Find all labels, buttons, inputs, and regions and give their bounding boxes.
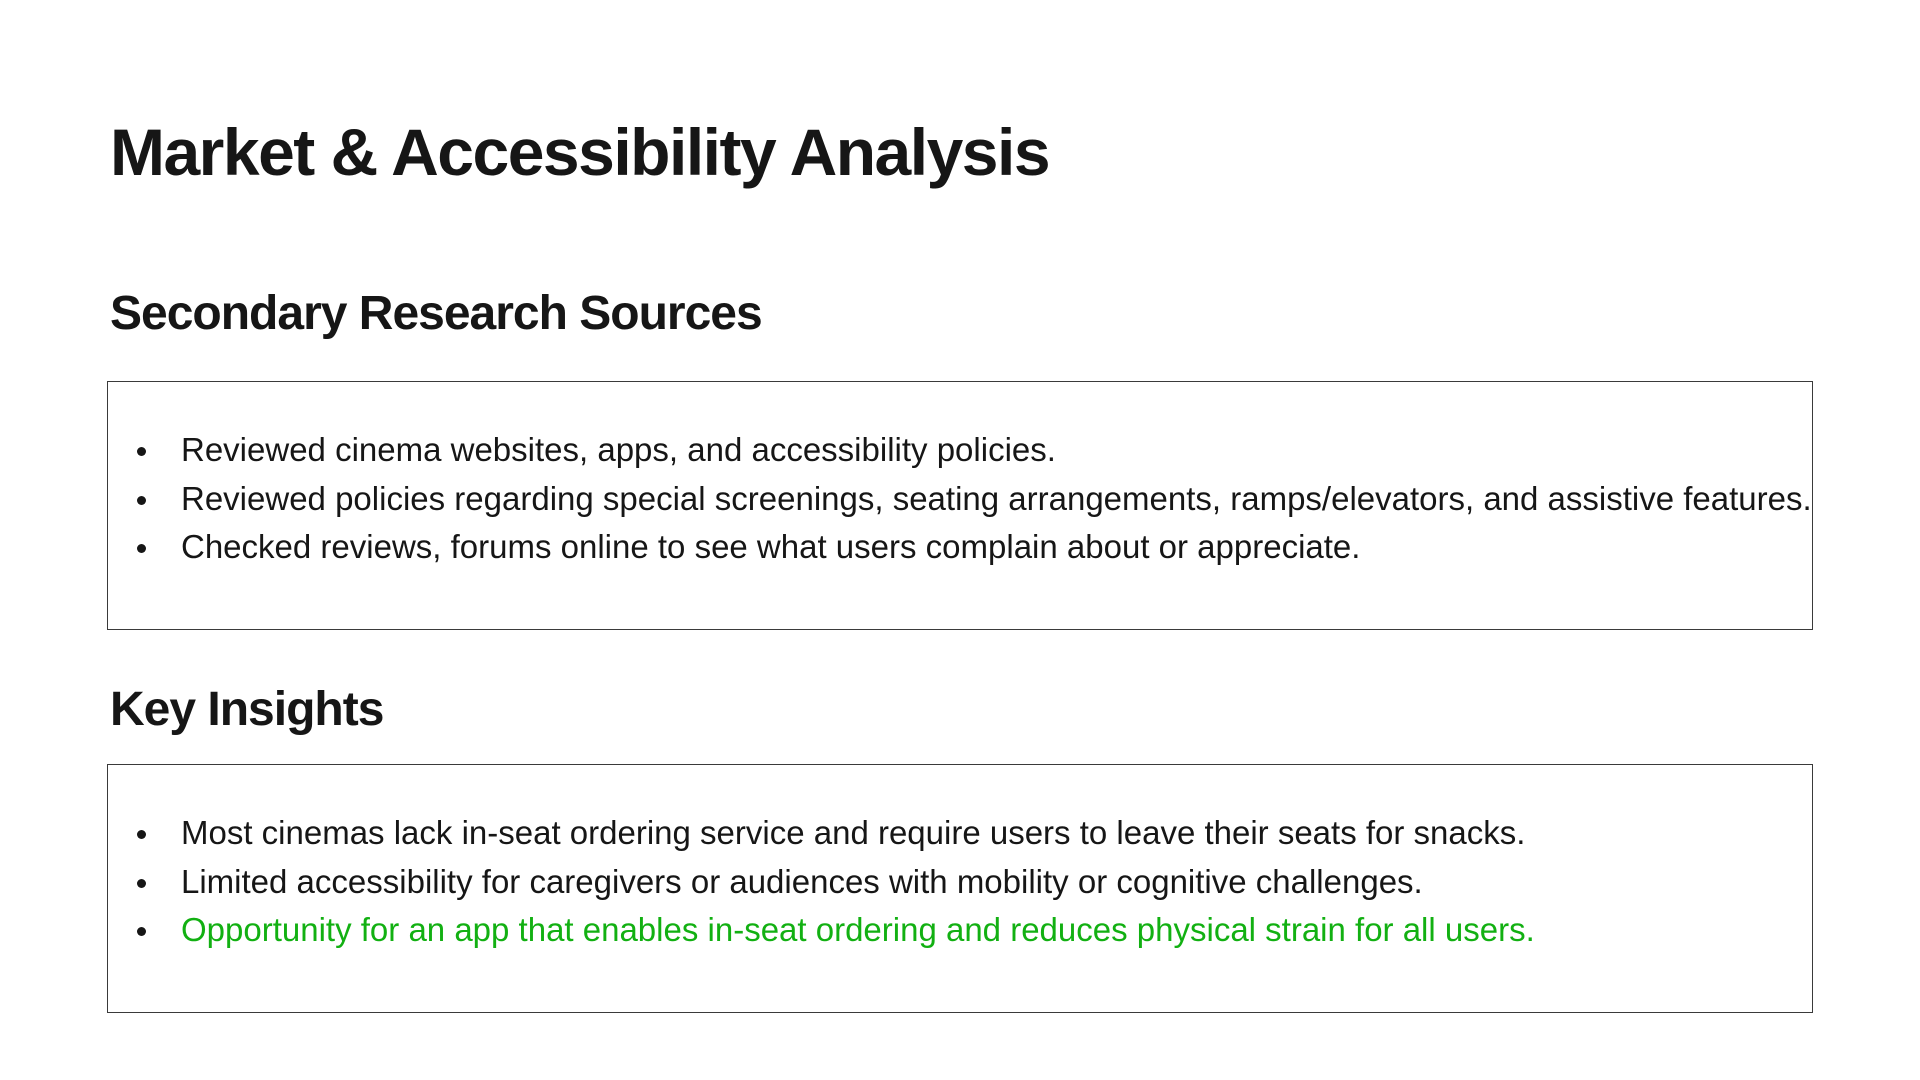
bullet-icon xyxy=(137,879,146,888)
key-insights-list xyxy=(130,809,1792,955)
list-item xyxy=(130,809,1792,858)
list-item-text: Limited accessibility for caregivers or audiences with mobility or cognitive challenges. xyxy=(181,862,1423,900)
list-item xyxy=(130,475,1812,524)
list-item-text: Most cinemas lack in-seat ordering service and require users to leave their seats for snacks. xyxy=(181,814,1526,851)
page-title: Market & Accessibility Analysis xyxy=(110,115,1050,189)
list-item-text: Reviewed policies regarding special screenings, seating arrangements, ramps/elevators, and assistive features. xyxy=(181,479,1812,517)
bullet-icon xyxy=(137,447,146,456)
key-insights-heading: Key Insights xyxy=(110,683,384,736)
list-item xyxy=(130,523,1792,572)
list-item-text: Reviewed cinema websites, apps, and accessibility policies. xyxy=(181,431,1056,468)
bullet-icon xyxy=(137,544,146,553)
secondary-research-box xyxy=(107,381,1813,630)
secondary-research-heading: Secondary Research Sources xyxy=(110,287,762,340)
secondary-research-list xyxy=(130,426,1812,572)
bullet-icon xyxy=(137,927,146,936)
highlighted-list-item xyxy=(130,906,1792,955)
bullet-icon xyxy=(137,830,146,839)
key-insights-box xyxy=(107,764,1813,1013)
list-item xyxy=(130,426,1792,475)
list-item-text: Opportunity for an app that enables in-seat ordering and reduces physical strain for all users. xyxy=(181,911,1535,948)
list-item-text: Checked reviews, forums online to see what users complain about or appreciate. xyxy=(181,528,1361,565)
list-item xyxy=(130,858,1792,907)
bullet-icon xyxy=(137,496,146,505)
